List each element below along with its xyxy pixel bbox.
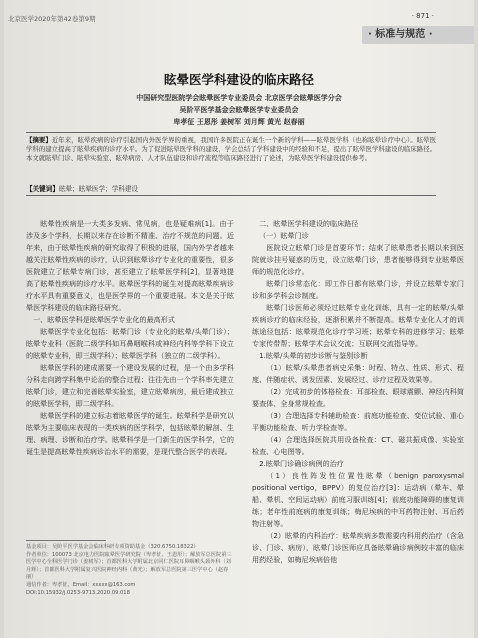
keywords-label: 【关键词】 (26, 185, 59, 193)
footnote-divider (26, 540, 106, 541)
footnote-line: DOI:10.15932/j.0253-9713.2020.09.018 (26, 589, 130, 596)
subsection-heading: （一）眩晕门诊 (259, 231, 309, 240)
keywords-text: 眩晕；眩晕医学；学科建设 (58, 185, 139, 193)
abstract-text: 近年来，眩晕疾病的诊疗引起国内外医学界的重视，我国许多医院正在诞生一个新的学科——眩晕医学科（也称眩晕诊疗中心）。眩晕医学科的建立提高了眩晕疾病的诊疗水平。为了促进眩晕医学科的建设，学会总结了学科建设中的经验和不足，提出了眩晕医学科建设的临床路径。本文就眩晕门诊、眩晕实验室、眩晕病房、人才队伍建设和诊疗流程等临床路径进行了论述，为眩晕医学科建设提供参考。 (26, 136, 436, 163)
body-paragraph: 眩晕医学科的建成需要一个建设发展的过程，是一个由多学科分科走向跨学科集中论治的整合过程；往往先由一个学科率先建立眩晕门诊，建立和完善眩晕实验室，建立眩晕病房，最后建成独立的眩晕医学科，即二级学科。 (26, 363, 234, 408)
body-paragraph: （2）眩晕的内科治疗：眩晕疾病多数需要内科用药治疗（含急诊、门诊、病房），眩晕门诊医师应具备眩晕确诊病例较丰富的临床用药经验，如梅尼埃病倍他 (252, 531, 464, 564)
subsection-heading: 2.眩晕门诊确诊病例的治疗 (259, 459, 344, 468)
organization-line-2: 吴阶平医学基金会眩晕医学专业委员会 (179, 106, 299, 114)
body-paragraph: （1）眩晕/头晕患者病史采集：时程、特点、性质、形式、程度、伴随症状、诱发因素、发展经过、诊疗过程及效果等。 (252, 363, 464, 384)
body-paragraph: （3）合理选择专科辅助检查：前庭功能检查、变位试验、重心平衡功能检查、听力学检查等。 (252, 411, 464, 432)
body-paragraph: 眩晕医学专业化包括：眩晕门诊（专业化的眩晕/头晕门诊）；眩晕专业科（医院二级学科如耳鼻咽喉科或神经内科等学科下设立的眩晕专业科，即三级学科）；眩晕医学科（独立的二级学科）。 (26, 327, 234, 360)
page-number: · 871 · (411, 12, 434, 20)
running-head: 北京医学2020年第42卷第9期 (8, 15, 96, 23)
body-paragraph: 医院设立眩晕门诊是首要环节；结束了眩晕患者长期以来到医院就诊挂号疑惑的历史，设立眩晕门诊，患者能够得到专业眩晕医师的规范化诊疗。 (252, 243, 464, 276)
abstract-label: 【摘要】 (26, 136, 52, 144)
section-banner: · 标准与规范 · (362, 26, 474, 44)
journal-page (4, 0, 474, 638)
right-column (252, 218, 464, 566)
abstract (26, 136, 436, 190)
body-paragraph: 眩晕门诊医师必须经过眩晕专业化训练，具有一定的眩晕/头晕疾病诊疗的临床经验，逐渐积累并不断提高。眩晕专业化人才的训练途径包括：眩晕规范化诊疗学习班；眩晕专科的进修学习；眩晕专家传带帮；眩晕学术会议交流；互联网交流指导等。 (252, 303, 464, 348)
body-paragraph: 眩晕医学科的建立标志着眩晕医学的诞生。眩晕科学是研究以眩晕为主要临床表现的一类疾病的医学科学，包括眩晕的解剖、生理、病理、诊断和治疗学。眩晕科学是一门新生的医学科学，它的诞生是提高眩晕性疾病诊治水平的需要，是现代整合医学的表现。 (26, 411, 234, 456)
footnote-line: 基金项目：吴阶平医学基金会临床科研专项资助基金（320.6750.18322） (26, 544, 199, 550)
footnote (26, 544, 234, 597)
body-paragraph: 眩晕门诊常态化：即工作日都有眩晕门诊，并设立眩晕专家门诊和多学科会诊制度。 (252, 279, 464, 300)
body-paragraph: 眩晕性疾病是一大类多发病、常见病，也是疑难病[1]。由于涉及多个学科，长期以来存在诊断不精准、治疗不规范的问题。近年来，由于眩晕性疾病的研究取得了积极的进展，国内外学者越来越关注眩晕性疾病的诊疗，认识到眩晕诊疗专业化的重要性，很多医院建立了眩晕专病门诊，甚至建立了眩晕医学科[2]，显著地提高了眩晕性疾病的诊疗水平。眩晕医学科的诞生对提高眩晕疾病诊疗水平具有重要意义，也是医学界的一个重要进展。本文是关于眩晕医学科建设的临床路径研究。 (26, 219, 234, 312)
article-title: 眩晕医学科建设的临床路径 (163, 72, 314, 87)
keywords (26, 183, 138, 193)
body-paragraph: （2）完成初步的体格检查：耳部检查、眼球震颤、神经内科简要查体、全身常规检查。 (252, 387, 464, 408)
body-paragraph: （4）合理选择医院共用设备检查：CT、磁共振成像、实验室检查、心电图等。 (252, 435, 464, 456)
abstract-top-rule (26, 132, 436, 133)
section-heading: 二、眩晕医学科建设的临床路径 (259, 219, 359, 228)
section-heading: 一、眩晕医学科是眩晕医学专业化的最高形式 (33, 315, 175, 324)
left-column (26, 218, 234, 458)
organization-line-1: 中国研究型医院学会眩晕医学专业委员会 北京医学会眩晕医学分会 (136, 94, 342, 102)
subsection-heading: 1.眩晕/头晕的初步诊断与鉴别诊断 (259, 351, 368, 360)
author-list: 卑孝征 王恩彤 姜树军 刘月辉 黄光 赵春丽 (173, 118, 305, 126)
footnote-line: 作者单位：100073 北京电力医院眩晕医学研究院（卑孝征、王恩彤）；解放军总医院第三医学中心全科医学门诊（姜树军）；首都医科大学附属北京同仁医院耳鼻咽喉头颈外科（刘月辉）；首都医科大学附属复兴医院神经内科（黄光）；解放军总医院第三医学中心（赵春丽） (26, 551, 232, 581)
abstract-bottom-rule (26, 195, 436, 196)
footnote-line: 通信作者：卑孝征，Email：xxxxx@163.com (26, 581, 136, 588)
body-paragraph: （1）良性阵发性位置性眩晕（benign paroxysmal positional vertigo，BPPV）的复位治疗[3]：运动病（晕车、晕船、晕机、空间运动病）前庭习服训练[4]；前庭功能障碍的康复训练；老年性前庭病的康复训练；梅尼埃病的中耳药物注射、耳后药物注射等。 (252, 471, 464, 528)
